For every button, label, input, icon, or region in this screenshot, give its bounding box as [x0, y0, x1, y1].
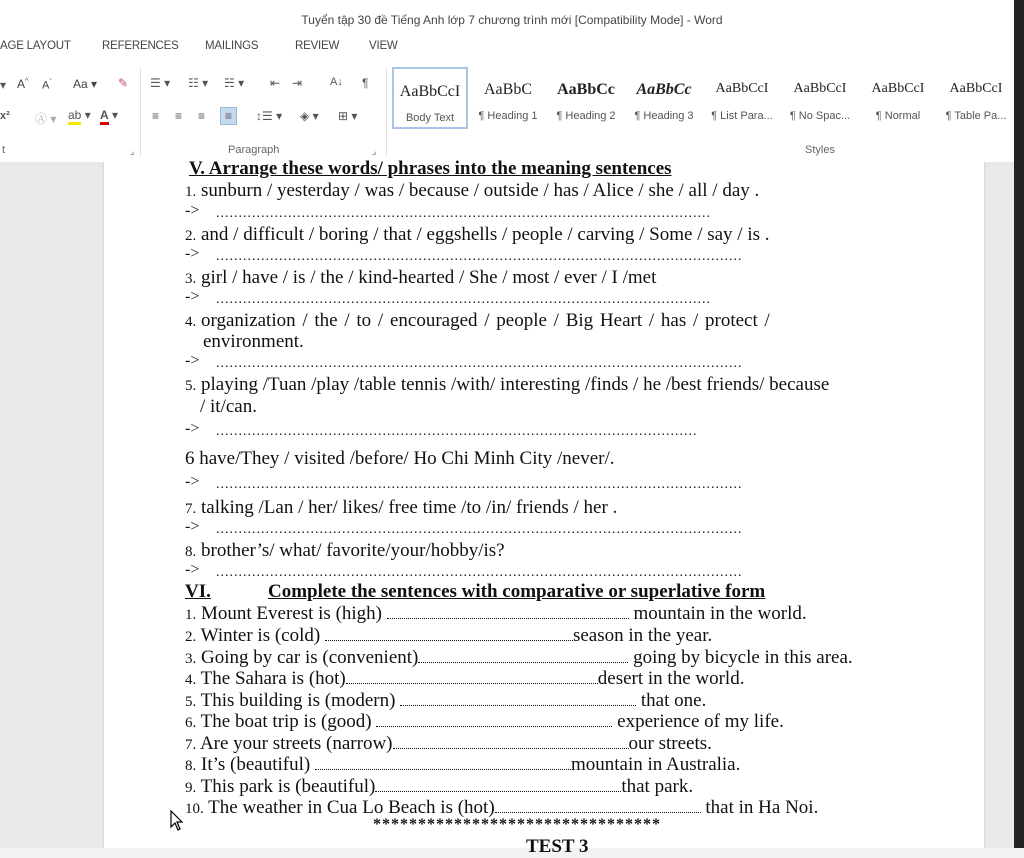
style-no-spacing[interactable]: AaBbCcI ¶ No Spac... [789, 81, 851, 122]
arrange-item-4-cont: environment. [203, 331, 304, 352]
align-left-icon[interactable]: ≡ [152, 109, 160, 123]
answer-dots-8: ..................................................................................................................... [216, 565, 743, 580]
answer-dots-2: ..................................................................................................................... [216, 249, 743, 264]
style-heading-3[interactable]: AaBbCc ¶ Heading 3 [634, 81, 694, 122]
complete-item-6: 6. The boat trip is (good) experience of my life. [185, 711, 784, 732]
grow-font-button[interactable]: A^ [17, 77, 29, 91]
complete-item-9: 9. This park is (beautiful) that park. [185, 776, 694, 797]
styles-group-label: Styles [805, 144, 835, 156]
arrange-item-6: 6 have/They / visited /before/ Ho Chi Minh City /never/. [185, 448, 615, 469]
complete-item-4: 4. The Sahara is (hot) desert in the world. [185, 668, 745, 689]
window-edge [1014, 0, 1024, 848]
arrange-item-7: 7. talking /Lan / her/ likes/ free time /to /in/ friends / her . [185, 497, 618, 518]
arrange-item-5-cont: / it/can. [200, 396, 257, 417]
separator-stars: ******************************** [373, 816, 661, 833]
arrange-item-8: 8. brother’s/ what/ favorite/your/hobby/is? [185, 540, 505, 561]
mouse-pointer-icon [170, 810, 184, 832]
borders-icon[interactable]: ⊞ ▾ [338, 109, 358, 123]
shrink-font-button[interactable]: $A^ˇ$ [42, 79, 52, 92]
superscript-icon[interactable]: x² [0, 110, 10, 122]
highlight-color-icon[interactable]: ab ▾ [68, 108, 91, 122]
style-heading-2[interactable]: AaBbCc ¶ Heading 2 [556, 81, 616, 122]
arrange-item-2: 2. and / difficult / boring / that / eggshells / people / carving / Some / say / is . [185, 224, 770, 245]
increase-indent-icon[interactable]: ⇥ [292, 76, 303, 90]
answer-dots-5: ........................................................................................................... [216, 424, 698, 439]
decrease-indent-icon[interactable]: ⇤ [270, 76, 281, 90]
arrange-item-5: 5. playing /Tuan /play /table tennis /with/ interesting /finds / he /best friends/ because [185, 374, 830, 395]
answer-line-8[interactable]: -> [185, 561, 200, 578]
font-dialog-launcher-icon[interactable]: ⌟ [130, 146, 135, 156]
multilevel-list-icon[interactable]: ☵ ▾ [224, 76, 245, 90]
tab-view[interactable]: VIEW [369, 40, 398, 52]
answer-line-2[interactable]: -> [185, 245, 200, 262]
arrange-item-1: 1. sunburn / yesterday / was / because / outside / has / Alice / she / all / day . [185, 180, 760, 201]
complete-item-8: 8. It’s (beautiful) mountain in Australia. [185, 754, 741, 775]
ribbon [0, 60, 1024, 163]
complete-item-7: 7. Are your streets (narrow) our streets. [185, 733, 712, 754]
answer-dots-1: .............................................................................................................. [216, 206, 711, 221]
window-title: Tuyển tập 30 đề Tiếng Anh lớp 7 chương trình mới [Compatibility Mode] - Word [301, 13, 723, 27]
answer-line-4[interactable]: -> [185, 352, 200, 369]
numbering-icon[interactable]: ☷ ▾ [188, 76, 209, 90]
complete-item-1: 1. Mount Everest is (high) mountain in the world. [185, 603, 807, 624]
section-6-number: VI. [185, 581, 211, 602]
tab-review[interactable]: REVIEW [295, 40, 340, 52]
answer-dots-6: ..................................................................................................................... [216, 477, 743, 492]
section-6-heading: Complete the sentences with comparative or superlative form [268, 581, 766, 602]
group-separator [386, 68, 387, 156]
shading-icon[interactable]: ◈ ▾ [300, 109, 319, 123]
font-group-label: t [2, 144, 6, 156]
style-normal[interactable]: AaBbCcI ¶ Normal [871, 81, 925, 122]
complete-item-3: 3. Going by car is (convenient) going by bicycle in this area. [185, 647, 853, 668]
style-table-paragraph[interactable]: AaBbCcI ¶ Table Pa... [945, 81, 1007, 122]
style-list-paragraph[interactable]: AaBbCcI ¶ List Para... [711, 81, 773, 122]
clear-formatting-icon[interactable]: ✎ [118, 76, 129, 90]
line-spacing-icon[interactable]: ↕☰ ▾ [256, 109, 283, 123]
align-center-icon[interactable]: ≡ [175, 109, 183, 123]
arrange-item-4: 4. organization / the / to / encouraged / people / Big Heart / has / protect / [185, 310, 770, 331]
font-color-icon[interactable]: A ▾ [100, 108, 118, 122]
answer-line-7[interactable]: -> [185, 518, 200, 535]
paragraph-group-label: Paragraph [228, 144, 280, 156]
complete-item-5: 5. This building is (modern) that one. [185, 690, 707, 711]
text-effects-icon[interactable]: Ⓐ ▾ [35, 112, 57, 126]
answer-dots-4: ..................................................................................................................... [216, 356, 743, 371]
tab-mailings[interactable]: MAILINGS [205, 40, 259, 52]
section-5-heading: V. Arrange these words/ phrases into the meaning sentences [189, 158, 672, 179]
answer-line-6[interactable]: -> [185, 473, 200, 490]
paragraph-dialog-launcher-icon[interactable]: ⌟ [372, 146, 377, 156]
bullets-icon[interactable]: ☰ ▾ [150, 76, 171, 90]
complete-item-2: 2. Winter is (cold) season in the year. [185, 625, 713, 646]
answer-line-3[interactable]: -> [185, 288, 200, 305]
title-bar [0, 0, 1024, 34]
answer-line-1[interactable]: -> [185, 202, 200, 219]
styles-gallery [392, 67, 1024, 131]
answer-line-5[interactable]: -> [185, 420, 200, 437]
answer-dots-3: .............................................................................................................. [216, 292, 711, 307]
complete-item-10: 10. The weather in Cua Lo Beach is (hot) that in Ha Noi. [185, 797, 819, 818]
tab-page-layout[interactable]: AGE LAYOUT [0, 40, 71, 52]
show-marks-icon[interactable]: ¶ [362, 76, 369, 90]
answer-dots-7: ..................................................................................................................... [216, 522, 743, 537]
next-test-heading: TEST 3 [526, 836, 589, 857]
tab-references[interactable]: REFERENCES [102, 40, 179, 52]
justify-icon[interactable]: ≡ [220, 107, 237, 125]
font-size-dropdown-icon[interactable]: ▾ [0, 78, 7, 92]
arrange-item-3: 3. girl / have / is / the / kind-hearted / She / most / ever / I /met [185, 267, 657, 288]
align-right-icon[interactable]: ≡ [198, 109, 206, 123]
ribbon-tabs [0, 34, 1024, 60]
style-body-text[interactable]: AaBbCcI Body Text [392, 67, 468, 129]
style-heading-1[interactable]: AaBbC ¶ Heading 1 [478, 81, 538, 122]
group-separator [140, 68, 141, 156]
change-case-button[interactable]: Aa ▾ [73, 77, 98, 91]
sort-icon[interactable]: A↓ [330, 76, 343, 88]
